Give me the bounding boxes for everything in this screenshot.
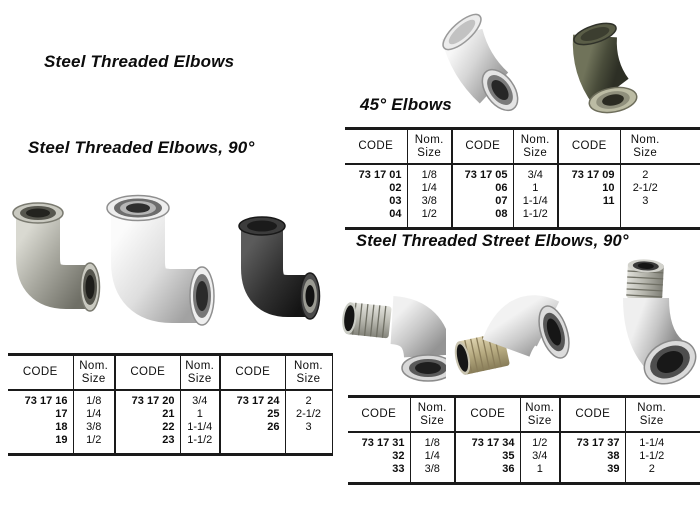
size-value: 1: [536, 463, 543, 475]
sizes-cell: [73, 390, 115, 455]
code-value: 03: [389, 195, 402, 207]
code-value: 39: [607, 463, 620, 475]
size-value: 1-1/4: [522, 195, 548, 207]
code-value: 73 17 01: [358, 169, 402, 181]
street-elbows-table: [348, 395, 700, 485]
header-nom-label: Nom.: [414, 134, 444, 146]
size-value: 1/2: [421, 208, 437, 220]
col-header-code: [345, 129, 407, 165]
col-header-code: [348, 397, 410, 433]
code-value: 08: [495, 208, 508, 220]
codes-cell: [8, 390, 73, 455]
header-nom-label: Nom.: [185, 360, 215, 372]
header-code-label: CODE: [571, 140, 607, 153]
size-value: 2: [305, 395, 312, 407]
section-title-elbows-90: Steel Threaded Elbows, 90°: [28, 138, 255, 157]
size-value: 2-1/2: [295, 408, 322, 420]
street-elbow-center-photo: [448, 264, 576, 389]
code-value: 25: [267, 408, 280, 420]
col-header-code: [558, 129, 620, 165]
size-value: 1/2: [86, 434, 102, 446]
header-size-label: Size: [523, 146, 548, 159]
col-header-nom-size: [180, 355, 220, 391]
code-value: 32: [392, 450, 405, 462]
code-value: 36: [502, 463, 515, 475]
code-value: 33: [392, 463, 405, 475]
header-nom-label: Nom.: [293, 360, 324, 372]
size-value: 1-1/4: [639, 437, 665, 449]
col-header-code: [8, 355, 73, 391]
size-value: 3/8: [86, 421, 102, 433]
col-header-nom-size: [513, 129, 558, 165]
codes-cell: [345, 164, 407, 229]
col-header-code: [452, 129, 513, 165]
col-header-nom-size: [410, 397, 455, 433]
header-code-label: CODE: [235, 366, 271, 379]
size-value: 1/8: [86, 395, 102, 407]
code-value: 04: [389, 208, 402, 220]
header-nom-label: Nom.: [79, 360, 109, 372]
header-code-label: CODE: [22, 366, 58, 379]
code-value: 73 17 09: [571, 169, 615, 181]
code-value: 38: [607, 450, 620, 462]
codes-cell: [558, 164, 620, 229]
elbow-90-black-image: [232, 198, 332, 330]
header-code-label: CODE: [465, 140, 501, 153]
header-nom-label: Nom.: [637, 402, 667, 414]
page-title: Steel Threaded Elbows: [44, 52, 235, 71]
header-size-label: Size: [187, 372, 212, 385]
size-value: 2: [642, 169, 649, 181]
header-code-label: CODE: [470, 408, 506, 421]
elbow-90-gray-photo: [8, 183, 113, 323]
elbows-90-table: [8, 353, 333, 456]
size-value: 2: [648, 463, 655, 475]
sizes-cell: [513, 164, 558, 229]
size-value: 3: [305, 421, 312, 433]
codes-cell: [348, 432, 410, 484]
sizes-cell: [285, 390, 332, 455]
size-value: 1-1/2: [187, 434, 213, 446]
elbow-45-galvanized-image: [424, 6, 536, 122]
sizes-cell: [407, 164, 452, 229]
header-code-label: CODE: [575, 408, 611, 421]
header-code-label: CODE: [361, 408, 397, 421]
size-value: 1-1/2: [639, 450, 665, 462]
size-value: 3: [642, 195, 649, 207]
header-nom-label: Nom.: [520, 134, 550, 146]
code-value: 19: [55, 434, 68, 446]
col-header-nom-size: [620, 129, 700, 165]
header-size-label: Size: [81, 372, 106, 385]
code-value: 21: [162, 408, 175, 420]
sizes-cell: [180, 390, 220, 455]
size-value: 1: [196, 408, 203, 420]
size-value: 2-1/2: [632, 182, 658, 194]
elbow-45-galvanized-photo: [424, 6, 536, 122]
codes-cell: [455, 432, 520, 484]
code-value: 73 17 31: [361, 437, 405, 449]
street-elbow-left-photo: [338, 258, 446, 388]
code-value: 10: [602, 182, 615, 194]
sizes-cell: [410, 432, 455, 484]
table-header-row: [345, 129, 700, 165]
header-code-label: CODE: [358, 140, 394, 153]
codes-cell: [220, 390, 285, 455]
table-header-row: [348, 397, 700, 433]
size-value: 1/4: [424, 450, 440, 462]
elbows-45-table: [345, 127, 700, 230]
size-value: 1/4: [86, 408, 102, 420]
code-value: 35: [502, 450, 515, 462]
header-nom-label: Nom.: [525, 402, 555, 414]
code-value: 06: [495, 182, 508, 194]
code-value: 02: [389, 182, 402, 194]
street-elbow-right-photo: [576, 256, 698, 392]
col-header-code: [455, 397, 520, 433]
section-title-street-elbows: Steel Threaded Street Elbows, 90°: [356, 232, 629, 250]
codes-cell: [115, 390, 180, 455]
size-value: 1-1/4: [187, 421, 213, 433]
elbow-90-silver-image: [100, 174, 230, 336]
col-header-nom-size: [625, 397, 700, 433]
code-value: 73 17 34: [471, 437, 515, 449]
sizes-cell: [625, 432, 700, 484]
street-elbow-center-image: [448, 264, 576, 389]
col-header-nom-size: [285, 355, 332, 391]
code-value: 17: [55, 408, 68, 420]
code-value: 73 17 37: [576, 437, 620, 449]
col-header-nom-size: [520, 397, 560, 433]
sizes-cell: [620, 164, 700, 229]
header-size-label: Size: [639, 414, 664, 427]
elbow-90-silver-photo: [100, 174, 230, 336]
elbow-90-black-photo: [232, 198, 332, 330]
code-value: 07: [495, 195, 508, 207]
street-elbow-right-image: [576, 256, 698, 392]
elbow-45-black-image: [547, 10, 655, 122]
size-value: 1/8: [421, 169, 437, 181]
street-elbow-left-image: [338, 258, 446, 388]
table-header-row: [8, 355, 332, 391]
size-value: 3/4: [532, 450, 548, 462]
section-title-elbows-45: 45° Elbows: [360, 95, 452, 114]
code-value: 11: [602, 195, 615, 207]
size-value: 3/8: [424, 463, 440, 475]
codes-cell: [560, 432, 625, 484]
size-value: 1-1/2: [522, 208, 548, 220]
size-value: 3/4: [527, 169, 543, 181]
size-value: 3/4: [192, 395, 208, 407]
header-nom-label: Nom.: [417, 402, 447, 414]
table-body-row: [345, 164, 700, 229]
code-value: 73 17 20: [131, 395, 175, 407]
header-code-label: CODE: [130, 366, 166, 379]
col-header-nom-size: [407, 129, 452, 165]
col-header-code: [115, 355, 180, 391]
sizes-cell: [520, 432, 560, 484]
col-header-code: [220, 355, 285, 391]
col-header-nom-size: [73, 355, 115, 391]
code-value: 23: [162, 434, 175, 446]
code-value: 18: [55, 421, 68, 433]
table-body-row: [8, 390, 332, 455]
elbow-45-black-photo: [547, 10, 655, 122]
table-body-row: [348, 432, 700, 484]
header-size-label: Size: [296, 372, 321, 385]
size-value: 1: [532, 182, 539, 194]
size-value: 1/2: [532, 437, 548, 449]
elbow-90-gray-image: [8, 183, 113, 323]
size-value: 1/4: [421, 182, 437, 194]
code-value: 73 17 24: [236, 395, 280, 407]
codes-cell: [452, 164, 513, 229]
col-header-code: [560, 397, 625, 433]
code-value: 73 17 05: [464, 169, 508, 181]
size-value: 3/8: [421, 195, 437, 207]
size-value: 1/8: [424, 437, 440, 449]
header-size-label: Size: [420, 414, 445, 427]
code-value: 73 17 16: [24, 395, 68, 407]
header-size-label: Size: [633, 146, 658, 159]
header-size-label: Size: [527, 414, 552, 427]
code-value: 26: [267, 421, 280, 433]
header-size-label: Size: [417, 146, 442, 159]
header-nom-label: Nom.: [630, 134, 660, 146]
code-value: 22: [162, 421, 175, 433]
